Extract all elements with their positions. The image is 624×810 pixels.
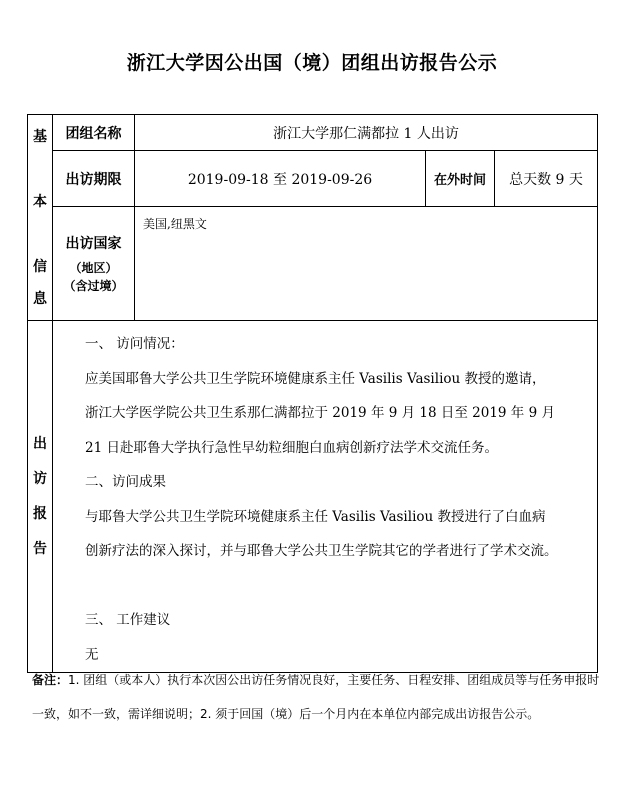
total-days-value: 总天数 9 天: [495, 151, 598, 207]
basic-info-section-label: 基 本 信 息: [28, 115, 53, 321]
report-heading-visit: 一、 访问情况：: [85, 336, 184, 352]
country-row: [28, 207, 598, 321]
period-value: 2019-09-18 至 2019-09-26: [135, 151, 426, 207]
group-name-label: 团组名称: [53, 115, 135, 151]
report-paragraph: 无: [85, 646, 99, 663]
report-blank-line: [85, 569, 597, 604]
period-row: [28, 151, 598, 207]
report-paragraph: 与耶鲁大学公共卫生学院环境健康系主任 Vasilis Vasiliou 教授进行了白血病: [85, 508, 546, 525]
period-label: 出访期限: [53, 151, 135, 207]
report-row: [28, 321, 598, 673]
abroad-time-label: 在外时间: [426, 151, 495, 207]
footnote-line-2: 一致，如不一致，需详细说明；2. 须于回国（境）后一个月内在本单位内部完成出访报告公示。: [32, 707, 540, 721]
report-body: [53, 321, 598, 673]
report-section-label: 出 访 报 告: [28, 321, 53, 673]
report-paragraph: 创新疗法的深入探讨，并与耶鲁大学公共卫生学院其它的学者进行了学术交流。: [85, 543, 558, 559]
group-name-value: 浙江大学那仁满都拉 1 人出访: [135, 115, 598, 151]
report-table: [27, 114, 598, 673]
group-name-row: [28, 115, 598, 151]
report-heading-results: 二、访问成果: [85, 474, 166, 490]
footnote: [32, 663, 602, 731]
report-paragraph: 应美国耶鲁大学公共卫生学院环境健康系主任 Vasilis Vasiliou 教授的邀请，: [85, 370, 546, 387]
page-title: 浙江大学因公出国（境）团组出访报告公示: [126, 52, 498, 74]
footnote-line-1: 备注：1. 团组（或本人）执行本次因公出访任务情况良好，主要任务、日程安排、团组成员等与任务申报时: [32, 673, 600, 687]
report-heading-suggestions: 三、 工作建议: [85, 612, 171, 628]
country-label: 出访国家 （地区） （含过境）: [53, 207, 135, 321]
footnote-label: 备注：: [32, 673, 69, 687]
country-value: 美国,纽黑文: [135, 207, 598, 321]
report-paragraph: 浙江大学医学院公共卫生系那仁满都拉于 2019 年 9 月 18 日至 2019 年 9 月: [85, 405, 555, 421]
report-paragraph: 21 日赴耶鲁大学执行急性早幼粒细胞白血病创新疗法学术交流任务。: [85, 439, 498, 456]
